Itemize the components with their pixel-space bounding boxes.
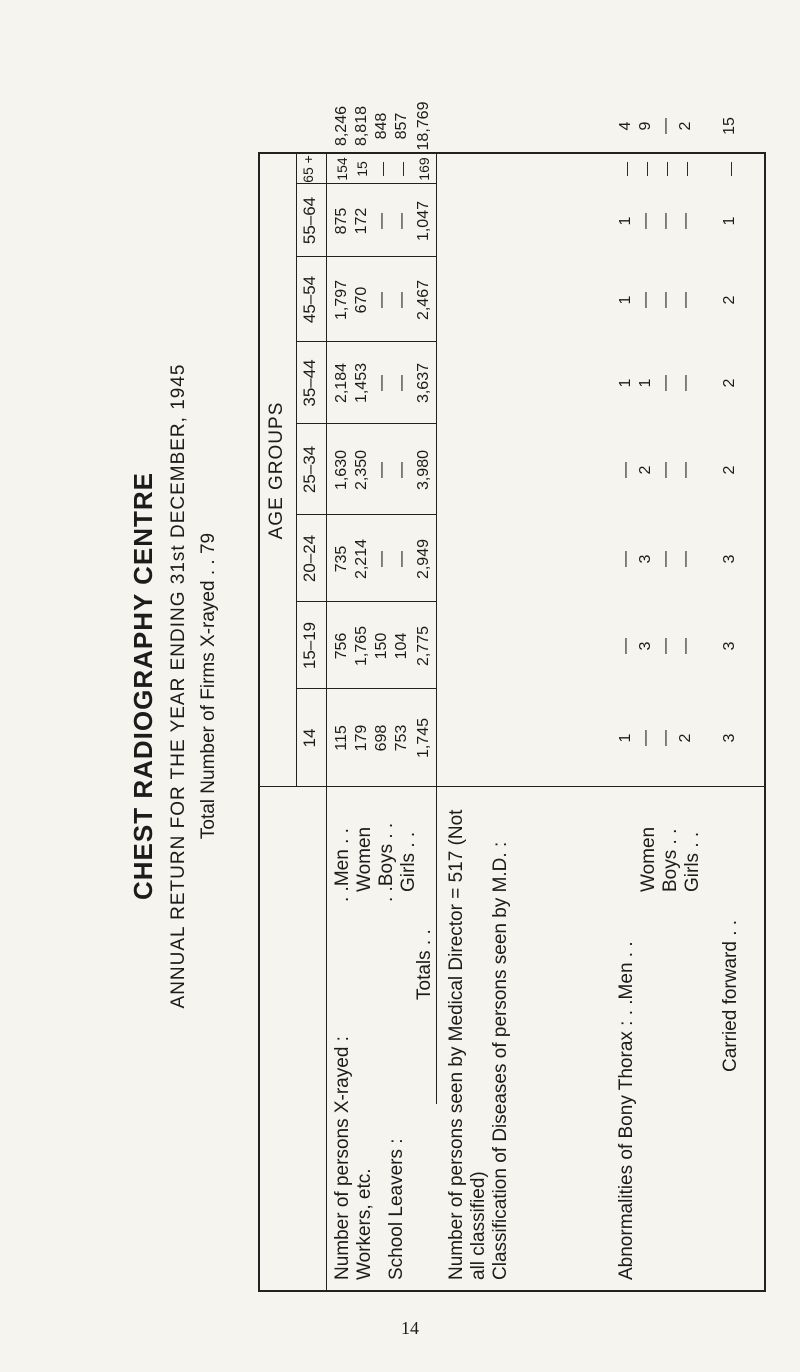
col-header-20-24: 20–24 — [300, 534, 319, 583]
firms-count: Total Number of Firms X-rayed . . 79 — [198, 532, 219, 840]
cell-women-5: 670 — [353, 286, 370, 314]
col-header-55-64: 55–64 — [300, 196, 319, 245]
cell-boys-8: 848 — [373, 112, 390, 140]
cell-girls-3: — — [393, 462, 410, 478]
cell-women-6: 172 — [353, 207, 370, 235]
cell-totals-8: 18,769 — [415, 101, 432, 151]
cell-boys-0: 698 — [373, 724, 390, 752]
cell-totals-0: 1,745 — [415, 717, 432, 759]
cell-carried-8: 15 — [721, 117, 738, 135]
cell-men-7: 154 — [334, 157, 350, 181]
workers-label: Workers, etc. — [354, 1168, 375, 1280]
col-header-14: 14 — [300, 728, 319, 748]
totals-separator — [436, 154, 437, 1104]
cell-boys-6: — — [373, 213, 390, 229]
label-column-divider — [258, 786, 766, 787]
cell-men-2: 735 — [333, 545, 350, 573]
cell-abn-boys-6: — — [657, 213, 674, 229]
col-header-15-19: 15–19 — [300, 621, 319, 670]
totals-label: Totals . . — [414, 929, 435, 1000]
abn-women-label: Women — [638, 826, 659, 892]
abn-boys-label: Boys . . — [660, 828, 681, 892]
cell-abn-women-1: 3 — [637, 641, 654, 651]
age-groups-separator — [296, 154, 297, 787]
cell-totals-4: 3,637 — [415, 362, 432, 404]
cell-abn-girls-7: — — [678, 162, 694, 176]
cell-abn-girls-2: — — [677, 551, 694, 567]
cell-abn-girls-0: 2 — [677, 733, 694, 743]
cell-abn-boys-0: — — [657, 730, 674, 746]
cell-girls-7: — — [394, 162, 410, 176]
cell-carried-6: 1 — [721, 216, 738, 226]
cell-girls-8: 857 — [393, 112, 410, 140]
cell-women-0: 179 — [353, 724, 370, 752]
cell-abn-women-5: — — [637, 292, 654, 308]
cell-men-8: 8,246 — [333, 105, 350, 147]
cell-girls-6: — — [393, 213, 410, 229]
page-title: CHEST RADIOGRAPHY CENTRE — [128, 472, 158, 901]
cell-abn-boys-1: — — [657, 638, 674, 654]
cell-abn-boys-5: — — [657, 292, 674, 308]
col-header-25-34: 25–34 — [300, 445, 319, 494]
cell-abn-women-8: 9 — [637, 121, 654, 131]
page-number: 14 — [401, 1318, 419, 1338]
cell-totals-5: 2,467 — [415, 279, 432, 321]
cell-abn-boys-3: — — [657, 462, 674, 478]
cell-abn-boys-4: — — [657, 375, 674, 391]
cell-abn-girls-6: — — [677, 213, 694, 229]
cell-abn-boys-8: — — [657, 118, 674, 134]
cell-carried-4: 2 — [721, 378, 738, 388]
cell-carried-3: 2 — [721, 465, 738, 475]
cell-abn-men-2: — — [617, 551, 634, 567]
cell-abn-women-0: — — [637, 730, 654, 746]
page-subtitle: ANNUAL RETURN FOR THE YEAR ENDING 31st DECEMBER, 1945 — [168, 363, 189, 1009]
cell-abn-men-1: — — [617, 638, 634, 654]
cell-women-7: 15 — [354, 161, 370, 177]
cell-men-4: 2,184 — [333, 362, 350, 404]
cell-girls-4: — — [393, 375, 410, 391]
women-label: Women — [354, 826, 375, 892]
cell-women-8: 8,818 — [353, 105, 370, 147]
cell-abn-women-4: 1 — [637, 378, 654, 388]
cell-abn-girls-1: — — [677, 638, 694, 654]
carried-forward-label: Carried forward . . — [720, 919, 741, 1072]
cell-men-6: 875 — [333, 207, 350, 235]
col-header-35-44: 35–44 — [300, 359, 319, 407]
cell-boys-4: — — [373, 375, 390, 391]
table-left-border — [258, 1290, 766, 1292]
cell-carried-1: 3 — [721, 641, 738, 651]
girls-label: Girls . . — [398, 831, 419, 892]
cell-girls-5: — — [393, 292, 410, 308]
cell-abn-girls-4: — — [677, 375, 694, 391]
boys-label: . .Boys . . — [376, 822, 397, 902]
cell-women-2: 2,214 — [353, 538, 370, 580]
cell-abn-men-4: 1 — [617, 378, 634, 388]
table-bottom-border — [764, 152, 766, 1292]
cell-totals-7: 169 — [416, 157, 432, 181]
cell-abn-men-8: 4 — [617, 121, 634, 131]
cell-carried-0: 3 — [721, 733, 738, 743]
cell-girls-0: 753 — [393, 724, 410, 752]
cell-abn-girls-8: 2 — [677, 121, 694, 131]
cell-boys-7: — — [374, 162, 390, 176]
cell-abn-men-3: — — [617, 462, 634, 478]
cell-girls-1: 104 — [393, 632, 410, 660]
cell-carried-7: — — [722, 162, 738, 176]
cell-abn-boys-7: — — [658, 162, 674, 176]
cell-abn-women-3: 2 — [637, 465, 654, 475]
cell-girls-2: — — [393, 551, 410, 567]
col-header-45-54: 45–54 — [300, 275, 319, 324]
cell-abn-men-0: 1 — [617, 733, 634, 743]
cell-abn-men-6: 1 — [617, 216, 634, 226]
cell-men-0: 115 — [333, 725, 350, 751]
cell-totals-1: 2,775 — [415, 625, 432, 667]
cell-women-3: 2,350 — [353, 449, 370, 491]
cell-women-1: 1,765 — [353, 625, 370, 667]
cell-boys-5: — — [373, 292, 390, 308]
cell-abn-boys-2: — — [657, 551, 674, 567]
cell-abn-women-7: — — [638, 162, 654, 176]
table-top-border — [258, 152, 260, 1292]
cell-abn-girls-3: — — [677, 462, 694, 478]
cell-abn-women-2: 3 — [637, 554, 654, 564]
cell-totals-6: 1,047 — [415, 200, 432, 242]
col-header-65-plus: 65 + — [300, 155, 316, 183]
classification-label: Classification of Diseases of persons seen by M.D. : — [490, 841, 511, 1280]
cell-men-1: 756 — [333, 632, 350, 660]
men-label: . .Men . . — [332, 828, 353, 902]
abnormalities-label: Abnormalities of Bony Thorax : . .Men . . — [616, 941, 637, 1280]
cell-men-3: 1,630 — [333, 449, 350, 491]
abn-girls-label: Girls . . — [682, 831, 703, 892]
cell-carried-5: 2 — [721, 295, 738, 305]
medical-director-label: Number of persons seen by Medical Director = 517 (Not all classified) — [446, 809, 489, 1280]
cell-totals-2: 2,949 — [415, 538, 432, 580]
cell-boys-1: 150 — [373, 632, 390, 660]
xray-heading: Number of persons X-rayed : — [332, 1036, 353, 1280]
cell-boys-3: — — [373, 462, 390, 478]
cell-boys-2: — — [373, 551, 390, 567]
cell-abn-women-6: — — [637, 213, 654, 229]
cell-women-4: 1,453 — [353, 362, 370, 404]
cell-abn-men-7: — — [618, 162, 634, 176]
cell-abn-girls-5: — — [677, 292, 694, 308]
age-groups-heading: AGE GROUPS — [266, 401, 287, 540]
cell-abn-men-5: 1 — [617, 295, 634, 305]
header-body-separator — [326, 152, 327, 1292]
school-leavers-label: School Leavers : — [386, 1138, 407, 1280]
cell-carried-2: 3 — [721, 554, 738, 564]
cell-men-5: 1,797 — [333, 279, 350, 321]
cell-totals-3: 3,980 — [415, 449, 432, 491]
